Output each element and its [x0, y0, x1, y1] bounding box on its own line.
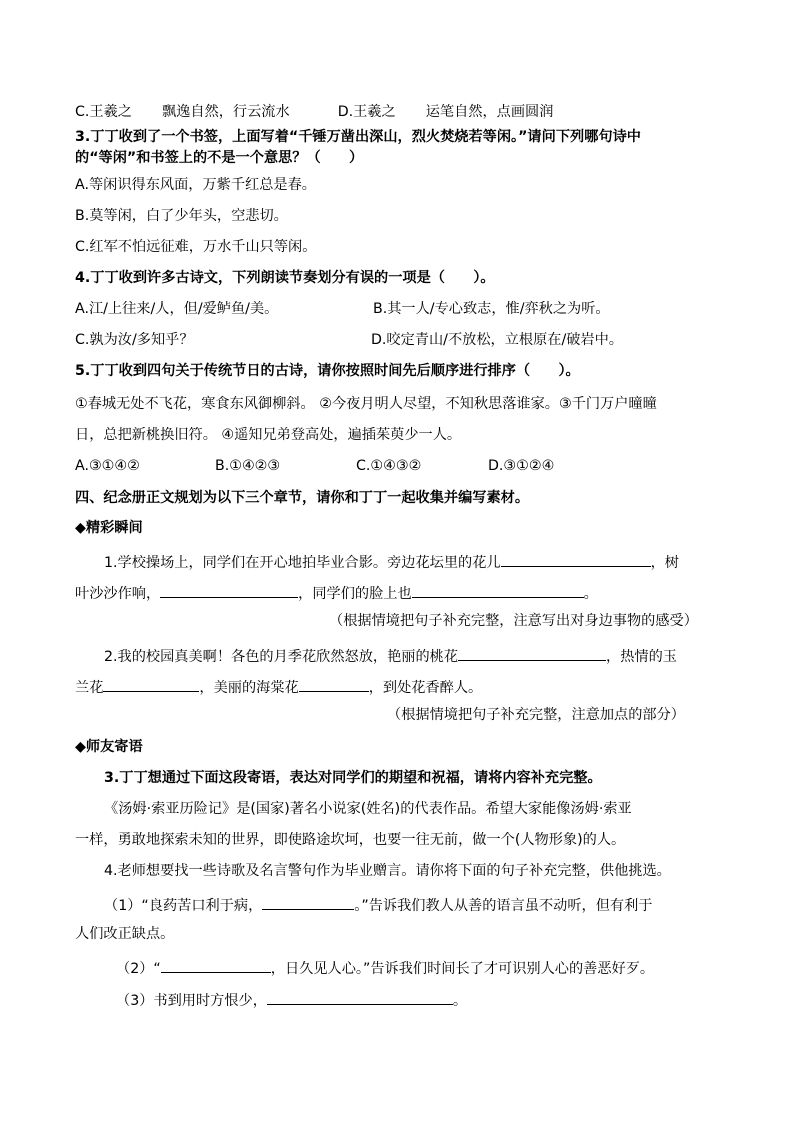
item4-stem: 4.老师想要找一些诗歌及名言警句作为毕业赠言。请你将下面的句子补充完整，供他挑选。 — [104, 863, 671, 879]
item1-line2 — [75, 581, 725, 604]
item1-text-e: 。 — [583, 586, 598, 602]
item4-3-blank[interactable] — [267, 988, 453, 1005]
item2-line1 — [104, 644, 724, 667]
item4-1-blank[interactable] — [262, 893, 354, 910]
item4-3-line — [116, 988, 724, 1011]
q2-options-cd — [75, 102, 725, 122]
item2-blank-2[interactable] — [103, 675, 199, 692]
section4-heading: 四、纪念册正文规划为以下三个章节，请你和丁丁一起收集并编写素材。 — [75, 490, 530, 506]
item1-blank-3[interactable] — [412, 581, 584, 598]
q4-option-d: D.咬定青山/不放松，立根原在/破岩中。 — [371, 332, 623, 348]
item2-note: （根据情境把句子补充完整，注意加点的部分） — [387, 707, 685, 723]
q2-option-c-desc: 飘逸自然，行云流水 — [161, 104, 290, 120]
item2-line2 — [75, 675, 725, 698]
item4-1-text-a: （1）“良药苦口利于病， — [104, 898, 263, 914]
q4-stem: 4.丁丁收到许多古诗文，下列朗读节奏划分有误的一项是（ ）。 — [75, 270, 495, 286]
item1-note: （根据情境把句子补充完整，注意写出对身边事物的感受） — [329, 613, 698, 629]
q5-option-d: D.③①②④ — [488, 458, 555, 474]
item2-text-e: ，到处花香醉人。 — [368, 680, 483, 696]
q5-option-b: B.①④②③ — [215, 458, 281, 474]
item4-2-text-b: ，日久见人心。”告诉我们时间长了才可识别人心的善恶好歹。 — [270, 961, 655, 977]
q4-option-c: C.孰为汝/多知乎？ — [75, 332, 194, 348]
item4-1-line1 — [104, 893, 724, 916]
item4-3-text-a: （3）书到用时方恨少， — [116, 993, 267, 1009]
q3-option-c: C.红军不怕远征难，万水千山只等闲。 — [75, 239, 317, 255]
q4-options-cd — [75, 330, 725, 350]
q2-option-c-author: C.王羲之 — [75, 104, 132, 120]
item4-1-text-b: 。”告诉我们教人从善的语言虽不动听，但有利于 — [354, 898, 653, 914]
q3-stem-line2: 的“等闲”和书签上的不是一个意思？（ ） — [75, 150, 364, 166]
item3-line2: 一样，勇敢地探索未知的世界，即使路途坎坷，也要一往无前，做一个(人物形象)的人。 — [75, 832, 626, 848]
item2-blank-3[interactable] — [299, 675, 369, 692]
item4-3-text-b: 。 — [452, 993, 468, 1009]
item1-line1 — [104, 550, 724, 573]
q5-options — [75, 456, 725, 476]
chapter-highlights-title: ◆精彩瞬间 — [75, 520, 143, 536]
q5-poems-line2: 日，总把新桃换旧符。 ④遥知兄弟登高处，遍插茱萸少一人。 — [75, 427, 462, 443]
item4-2-line — [116, 956, 724, 979]
q3-option-b: B.莫等闲，白了少年头，空悲切。 — [75, 208, 288, 224]
item1-blank-1[interactable] — [501, 550, 651, 567]
item1-blank-2[interactable] — [160, 581, 298, 598]
item1-text-c: 叶沙沙作响， — [75, 586, 161, 602]
q5-option-a: A.③①④② — [75, 458, 140, 474]
item2-text-a: 2.我的校园真美啊！各色的月季花欣然怒放，艳丽的桃花 — [104, 649, 459, 665]
q4-option-a: A.江/上往来/人，但/爱鲈鱼/美。 — [75, 301, 279, 317]
q4-options-ab — [75, 299, 725, 319]
item3-stem: 3.丁丁想通过下面这段寄语，表达对同学们的期望和祝福，请将内容补充完整。 — [104, 770, 602, 786]
item4-2-text-a: （2）“ — [116, 961, 161, 977]
q3-stem-line1: 3.丁丁收到了一个书签，上面写着“千锤万凿出深山，烈火焚烧若等闲。”请问下列哪句诗中 — [75, 129, 641, 145]
chapter-messages-title: ◆师友寄语 — [75, 739, 143, 755]
item2-text-b: ，热情的玉 — [606, 649, 677, 665]
q2-option-d-author: D.王羲之 — [337, 104, 396, 120]
q4-option-b: B.其一人/专心致志，惟/弈秋之为听。 — [373, 301, 610, 317]
item3-line1: 《汤姆·索亚历险记》是(国家)著名小说家(姓名)的代表作品。希望大家能像汤姆·索亚 — [104, 801, 632, 817]
q5-poems-line1: ①春城无处不飞花，寒食东风御柳斜。 ②今夜月明人尽望，不知秋思落谁家。③千门万户曈曈 — [75, 396, 657, 412]
q3-option-a: A.等闲识得东风面，万紫千红总是春。 — [75, 177, 316, 193]
item4-1-line2: 人们改正缺点。 — [75, 926, 175, 942]
item2-blank-1[interactable] — [458, 644, 606, 661]
item1-text-a: 1.学校操场上，同学们在开心地拍毕业合影。旁边花坛里的花儿 — [104, 555, 501, 571]
q5-stem: 5.丁丁收到四句关于传统节日的古诗，请你按照时间先后顺序进行排序（ ）。 — [75, 363, 580, 379]
item1-text-b: ，树 — [650, 555, 679, 571]
q2-option-d-desc: 运笔自然，点画圆润 — [425, 104, 554, 120]
item2-text-c: 兰花 — [75, 680, 104, 696]
q5-option-c: C.①④③② — [356, 458, 422, 474]
item1-text-d: ，同学们的脸上也 — [298, 586, 412, 602]
item2-text-d: ，美丽的海棠花 — [199, 680, 299, 696]
item4-2-blank[interactable] — [161, 956, 271, 973]
